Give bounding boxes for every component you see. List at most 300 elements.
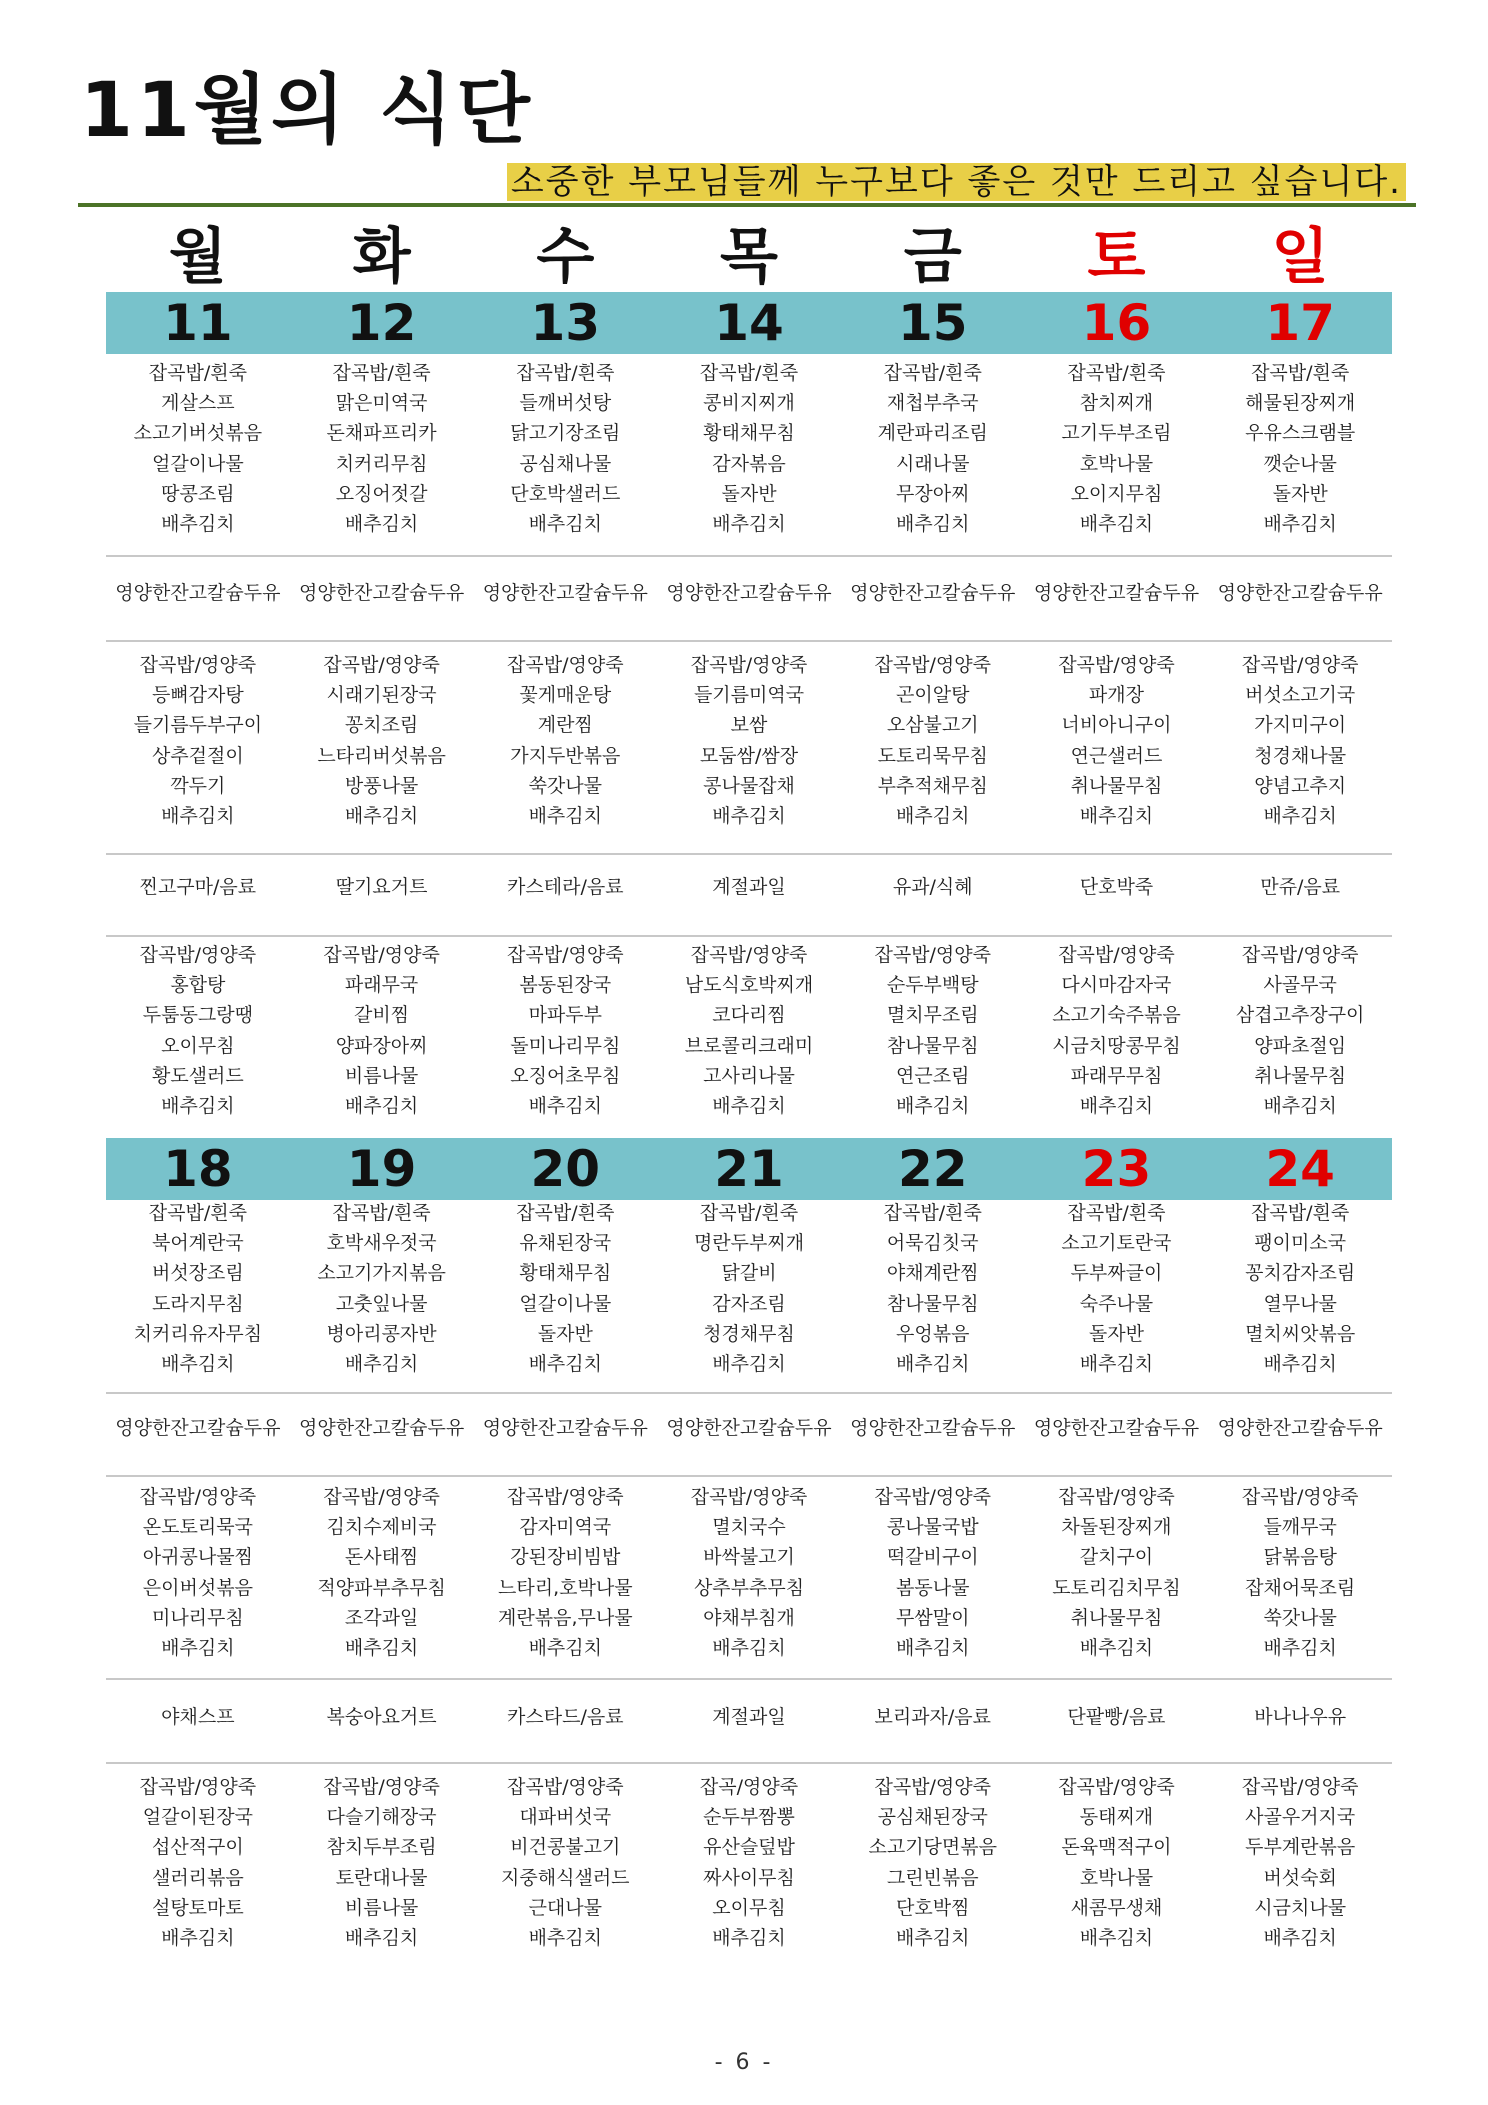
- menu-item: 잡곡밥/흰죽: [1251, 362, 1350, 384]
- week2-dinner-day-21: [657, 1772, 841, 1953]
- menu-item: 돌자반: [721, 482, 777, 505]
- menu-item: 얼갈이나물: [519, 1292, 612, 1315]
- menu-item: 계란파리조림: [877, 422, 988, 445]
- menu-item: 배추김치: [1263, 1926, 1337, 1949]
- menu-item: 두부계란볶음: [1245, 1836, 1356, 1859]
- menu-item: 땅콩조림: [161, 482, 235, 505]
- menu-item: 보쌈: [730, 714, 768, 737]
- menu-item: 쑥갓나물: [528, 774, 602, 797]
- menu-item: 잡곡밥/영양죽: [690, 1486, 808, 1508]
- menu-item: 배추김치: [161, 1636, 235, 1659]
- week2-breakfast-day-20: [473, 1198, 657, 1379]
- menu-item: 해물된장찌개: [1245, 392, 1356, 415]
- snack-item: 영양한잔고칼슘두유: [115, 1417, 281, 1439]
- menu-item: 두툼동그랑땡: [142, 1004, 253, 1027]
- menu-item: 연근샐러드: [1070, 744, 1163, 767]
- date-cell: 16: [1081, 294, 1152, 352]
- menu-item: 참나물무침: [886, 1292, 979, 1315]
- date-cell: 11: [163, 294, 233, 352]
- menu-item: 멸치국수: [712, 1516, 786, 1539]
- menu-item: 다슬기해장국: [326, 1806, 437, 1829]
- menu-item: 유산슬덮밥: [703, 1836, 795, 1859]
- menu-item: 배추김치: [712, 1636, 786, 1659]
- week1-breakfast-day-11: [106, 358, 290, 539]
- menu-item: 샐러리볶음: [151, 1866, 244, 1889]
- date-cell: 23: [1081, 1140, 1152, 1198]
- snack-item: 계절과일: [712, 1706, 786, 1728]
- menu-item: 잡곡밥/영양죽: [139, 1776, 257, 1798]
- week1-lunch-day-11: [106, 650, 290, 831]
- menu-item: 참치두부조림: [326, 1836, 437, 1859]
- menu-item: 닭볶음탕: [1263, 1546, 1337, 1569]
- title-underline: [78, 203, 1416, 207]
- menu-item: 두부짜글이: [1070, 1262, 1163, 1285]
- menu-item: 근대나물: [528, 1896, 602, 1919]
- menu-item: 배추김치: [528, 1094, 602, 1117]
- week2-breakfast-day-22: [841, 1198, 1025, 1379]
- menu-item: 닭고기장조림: [510, 422, 621, 445]
- menu-item: 배추김치: [896, 1636, 970, 1659]
- snack-item: 카스테라/음료: [507, 876, 624, 898]
- menu-item: 소고기숙주볶음: [1052, 1004, 1181, 1027]
- menu-item: 콩나물국밥: [886, 1516, 979, 1539]
- menu-item: 잡곡밥/영양죽: [1241, 654, 1359, 676]
- week1-breakfast-day-12: [290, 358, 474, 539]
- menu-item: 잡곡밥/영양죽: [874, 1776, 991, 1798]
- menu-item: 공심채나물: [519, 452, 612, 475]
- snack-item: 영양한잔고칼슘두유: [1033, 1417, 1200, 1439]
- menu-item: 사골우거지국: [1245, 1806, 1356, 1829]
- menu-item: 감자조림: [712, 1292, 786, 1315]
- menu-item: 파개장: [1088, 684, 1144, 707]
- menu-item: 버섯장조림: [151, 1262, 244, 1285]
- menu-item: 돌자반: [1088, 1322, 1144, 1345]
- menu-item: 조각과일: [344, 1606, 419, 1629]
- menu-item: 잡곡밥/영양죽: [874, 654, 991, 676]
- snack-item: 영양한잔고칼슘두유: [1217, 1417, 1383, 1439]
- menu-item: 잡곡밥/영양죽: [1241, 1486, 1359, 1508]
- menu-item: 호박새우젓국: [326, 1232, 437, 1255]
- menu-item: 치커리무침: [335, 452, 428, 475]
- menu-item: 잡곡밥/영양죽: [1058, 944, 1175, 966]
- snack-item: 단호박죽: [1079, 876, 1154, 898]
- menu-item: 대파버섯국: [519, 1806, 612, 1829]
- menu-item: 잡곡밥/영양죽: [507, 1486, 624, 1508]
- week1-dinner-day-17: [1208, 940, 1392, 1121]
- menu-item: 배추김치: [896, 512, 970, 535]
- menu-item: 참치찌개: [1079, 392, 1154, 415]
- snack-item: 찐고구마/음료: [139, 876, 257, 898]
- menu-item: 잡곡밥/흰죽: [148, 362, 247, 384]
- day-sat: 토: [1087, 222, 1146, 292]
- snack-item: 보리과자/음료: [874, 1706, 991, 1728]
- menu-item: 오이무침: [161, 1034, 235, 1057]
- menu-item: 꽁치조림: [344, 714, 419, 737]
- date-cell: 22: [897, 1140, 968, 1198]
- menu-item: 계란볶음,무나물: [498, 1606, 633, 1629]
- menu-item: 돌자반: [537, 1322, 593, 1345]
- menu-item: 시금치나물: [1254, 1896, 1347, 1919]
- menu-item: 삼겹고추장구이: [1235, 1004, 1365, 1027]
- menu-item: 토란대나물: [335, 1866, 428, 1889]
- menu-item: 미나리무침: [151, 1606, 244, 1629]
- date-cell: 19: [346, 1140, 417, 1198]
- week1-lunch-day-17: [1208, 650, 1392, 831]
- snack-item: 영양한잔고칼슘두유: [666, 1417, 832, 1439]
- menu-item: 호박나물: [1079, 452, 1154, 475]
- menu-item: 콩나물잡채: [703, 774, 795, 797]
- menu-item: 소고기버섯볶음: [133, 422, 263, 445]
- menu-item: 배추김치: [1263, 1094, 1337, 1117]
- week1-divider-1: [106, 555, 1392, 557]
- menu-item: 취나물무침: [1070, 1606, 1163, 1629]
- menu-item: 무장아찌: [896, 482, 970, 505]
- menu-item: 남도식호박찌개: [684, 974, 814, 997]
- menu-item: 잡곡/영양죽: [699, 1776, 799, 1798]
- menu-item: 재첩부추국: [886, 392, 979, 415]
- week1-lunch-day-15: [841, 650, 1025, 831]
- menu-item: 양파초절임: [1254, 1034, 1347, 1057]
- menu-item: 게살스프: [161, 392, 235, 415]
- week2-breakfast-day-23: [1025, 1198, 1209, 1379]
- snack-item: 영양한잔고칼슘두유: [482, 1417, 648, 1439]
- menu-item: 도토리묵무침: [877, 744, 988, 767]
- menu-item: 청경채나물: [1254, 744, 1347, 767]
- day-fri: 금: [903, 222, 962, 292]
- menu-item: 잡곡밥/흰죽: [883, 1202, 982, 1224]
- snack-item: 딸기요거트: [335, 876, 428, 898]
- menu-item: 배추김치: [528, 1636, 602, 1659]
- menu-item: 청경채무침: [703, 1322, 795, 1345]
- snack-item: 영양한잔고칼슘두유: [482, 582, 648, 604]
- menu-item: 콩비지찌개: [703, 392, 795, 415]
- menu-item: 고춧잎나물: [335, 1292, 428, 1315]
- menu-item: 우유스크램블: [1245, 422, 1356, 445]
- menu-item: 잡채어묵조림: [1245, 1576, 1356, 1599]
- menu-item: 잡곡밥/영양죽: [1058, 654, 1175, 676]
- menu-item: 감자미역국: [519, 1516, 612, 1539]
- week1-breakfast-day-14: [657, 358, 841, 539]
- week1-dinner-row: [106, 940, 1392, 1121]
- week1-divider-4: [106, 935, 1392, 937]
- menu-item: 잡곡밥/흰죽: [699, 362, 799, 384]
- menu-item: 배추김치: [344, 512, 419, 535]
- menu-item: 오삼불고기: [886, 714, 979, 737]
- menu-item: 배추김치: [896, 804, 970, 827]
- menu-item: 참나물무침: [886, 1034, 979, 1057]
- menu-item: 단호박찜: [896, 1896, 970, 1919]
- week1-breakfast-day-16: [1025, 358, 1209, 539]
- week2-dinner-day-18: [106, 1772, 290, 1953]
- menu-item: 브로콜리크래미: [684, 1034, 814, 1057]
- menu-item: 병아리콩자반: [326, 1322, 437, 1345]
- menu-item: 잡곡밥/흰죽: [1067, 362, 1166, 384]
- menu-item: 배추김치: [712, 1094, 786, 1117]
- menu-item: 양념고추지: [1254, 774, 1347, 797]
- week1-breakfast-row: [106, 358, 1392, 539]
- date-cell: 21: [714, 1140, 784, 1198]
- menu-item: 잡곡밥/영양죽: [323, 1486, 440, 1508]
- week2-lunch-day-24: [1208, 1482, 1392, 1663]
- menu-item: 계란찜: [537, 714, 593, 737]
- subtitle-banner: [507, 163, 1406, 201]
- snack-item: 영양한잔고칼슘두유: [298, 1417, 465, 1439]
- menu-item: 비름나물: [344, 1064, 419, 1087]
- menu-item: 공심채된장국: [877, 1806, 988, 1829]
- snack-item: 영양한잔고칼슘두유: [1217, 582, 1383, 604]
- week2-dinner-day-23: [1025, 1772, 1209, 1953]
- menu-item: 잡곡밥/흰죽: [148, 1202, 247, 1224]
- menu-item: 우엉볶음: [896, 1322, 970, 1345]
- menu-item: 상추부추무침: [693, 1576, 805, 1599]
- menu-item: 잡곡밥/영양죽: [507, 654, 624, 676]
- menu-item: 어묵김칫국: [886, 1232, 979, 1255]
- snack-item: 영양한잔고칼슘두유: [850, 582, 1016, 604]
- menu-item: 배추김치: [161, 804, 235, 827]
- menu-item: 잡곡밥/흰죽: [699, 1202, 799, 1224]
- week1-dinner-day-15: [841, 940, 1025, 1121]
- menu-item: 느타리버섯볶음: [317, 744, 446, 767]
- menu-item: 들깨무국: [1263, 1516, 1337, 1539]
- menu-item: 멸치무조림: [886, 1004, 979, 1027]
- menu-item: 홍합탕: [170, 974, 226, 997]
- menu-item: 오이지무침: [1070, 482, 1163, 505]
- week2-breakfast-row: [106, 1198, 1392, 1379]
- menu-item: 바싹불고기: [703, 1546, 795, 1569]
- menu-item: 곤이알탕: [896, 684, 970, 707]
- menu-item: 비건콩불고기: [510, 1836, 621, 1859]
- menu-item: 배추김치: [896, 1926, 970, 1949]
- menu-item: 들기름미역국: [693, 684, 805, 707]
- menu-item: 멸치씨앗볶음: [1245, 1322, 1356, 1345]
- menu-item: 배추김치: [344, 804, 419, 827]
- page-number: - 6 -: [714, 2050, 774, 2075]
- menu-item: 잡곡밥/영양죽: [1058, 1486, 1175, 1508]
- week1-dinner-day-11: [106, 940, 290, 1121]
- week2-lunch-row: [106, 1482, 1392, 1663]
- menu-item: 배추김치: [1079, 1926, 1154, 1949]
- menu-item: 배추김치: [528, 1926, 602, 1949]
- menu-item: 등뼈감자탕: [151, 684, 244, 707]
- menu-item: 돌미나리무침: [510, 1034, 621, 1057]
- week1-dinner-day-14: [657, 940, 841, 1121]
- menu-item: 고사리나물: [703, 1064, 795, 1087]
- menu-item: 황도샐러드: [151, 1064, 244, 1087]
- menu-item: 소고기토란국: [1061, 1232, 1172, 1255]
- menu-item: 배추김치: [161, 1926, 235, 1949]
- menu-item: 양파장아찌: [335, 1034, 428, 1057]
- menu-item: 배추김치: [161, 512, 235, 535]
- menu-item: 배추김치: [712, 1352, 786, 1375]
- menu-item: 적양파부추무침: [317, 1576, 446, 1599]
- menu-item: 오징어초무침: [510, 1064, 621, 1087]
- menu-item: 버섯소고기국: [1245, 684, 1356, 707]
- menu-item: 부추적채무침: [877, 774, 988, 797]
- menu-item: 잡곡밥/흰죽: [516, 362, 615, 384]
- week2-date-bar: [106, 1138, 1392, 1200]
- week1-lunch-day-12: [290, 650, 474, 831]
- menu-item: 야채계란찜: [886, 1262, 979, 1285]
- menu-item: 다시마감자국: [1061, 974, 1172, 997]
- menu-item: 잡곡밥/영양죽: [507, 1776, 624, 1798]
- menu-item: 맑은미역국: [335, 392, 428, 415]
- menu-item: 잡곡밥/흰죽: [1251, 1202, 1350, 1224]
- snack-item: 바나나우유: [1254, 1706, 1347, 1728]
- day-tue: 화: [352, 222, 411, 292]
- menu-item: 깍두기: [170, 774, 226, 797]
- menu-item: 잡곡밥/흰죽: [332, 1202, 431, 1224]
- week2-lunch-day-19: [290, 1482, 474, 1663]
- menu-item: 들깨버섯탕: [519, 392, 612, 415]
- menu-item: 잡곡밥/영양죽: [139, 1486, 257, 1508]
- menu-item: 사골무국: [1263, 974, 1337, 997]
- menu-item: 잡곡밥/영양죽: [139, 654, 257, 676]
- menu-item: 비름나물: [344, 1896, 419, 1919]
- menu-item: 시래기된장국: [326, 684, 437, 707]
- day-thu: 목: [720, 222, 778, 292]
- menu-item: 잡곡밥/영양죽: [690, 654, 808, 676]
- menu-item: 취나물무침: [1254, 1064, 1347, 1087]
- menu-item: 순두부백탕: [886, 974, 979, 997]
- snack-item: 영양한잔고칼슘두유: [850, 1417, 1016, 1439]
- week2-divider-2: [106, 1475, 1392, 1477]
- snack-item: 계절과일: [712, 876, 786, 898]
- week2-divider-1: [106, 1392, 1392, 1394]
- week2-breakfast-day-21: [657, 1198, 841, 1379]
- menu-item: 잡곡밥/영양죽: [874, 1486, 991, 1508]
- menu-item: 배추김치: [712, 512, 786, 535]
- date-cell: 20: [530, 1140, 601, 1198]
- snack-item: 복숭아요거트: [326, 1706, 437, 1728]
- menu-item: 치커리유자무침: [133, 1322, 263, 1345]
- menu-item: 설탕토마토: [151, 1896, 244, 1919]
- snack-item: 야채스프: [161, 1706, 235, 1728]
- menu-item: 도토리김치무침: [1052, 1576, 1181, 1599]
- menu-item: 순두부짬뽕: [703, 1806, 795, 1829]
- week1-dinner-day-12: [290, 940, 474, 1121]
- menu-item: 봄동된장국: [519, 974, 612, 997]
- menu-item: 팽이미소국: [1254, 1232, 1347, 1255]
- menu-item: 그린빈볶음: [886, 1866, 979, 1889]
- menu-item: 꽁치감자조림: [1245, 1262, 1356, 1285]
- menu-item: 가지미구이: [1254, 714, 1347, 737]
- menu-item: 깻순나물: [1263, 452, 1337, 475]
- menu-item: 배추김치: [1079, 512, 1154, 535]
- menu-item: 유채된장국: [519, 1232, 612, 1255]
- menu-item: 배추김치: [1263, 1636, 1337, 1659]
- menu-item: 강된장비빔밥: [510, 1546, 621, 1569]
- date-cell: 24: [1265, 1140, 1335, 1198]
- snack-item: 영양한잔고칼슘두유: [666, 582, 832, 604]
- menu-item: 도라지무침: [151, 1292, 244, 1315]
- week2-breakfast-day-18: [106, 1198, 290, 1379]
- menu-item: 짜사이무침: [703, 1866, 795, 1889]
- date-cell: 13: [530, 294, 601, 352]
- menu-item: 배추김치: [1079, 1352, 1154, 1375]
- menu-item: 잡곡밥/영양죽: [1058, 1776, 1175, 1798]
- menu-item: 배추김치: [161, 1094, 235, 1117]
- week1-divider-3: [106, 853, 1392, 855]
- menu-item: 배추김치: [528, 1352, 602, 1375]
- menu-item: 단호박샐러드: [510, 482, 621, 505]
- menu-item: 은이버섯볶음: [142, 1576, 253, 1599]
- menu-item: 잡곡밥/영양죽: [507, 944, 624, 966]
- menu-item: 배추김치: [1263, 1352, 1337, 1375]
- week1-breakfast-day-13: [473, 358, 657, 539]
- menu-item: 배추김치: [712, 1926, 786, 1949]
- menu-item: 아귀콩나물찜: [142, 1546, 253, 1569]
- menu-item: 야채부침개: [703, 1606, 795, 1629]
- menu-item: 배추김치: [1079, 1094, 1154, 1117]
- week1-breakfast-day-15: [841, 358, 1025, 539]
- menu-item: 갈비찜: [354, 1004, 410, 1027]
- menu-item: 고기두부조림: [1061, 422, 1172, 445]
- menu-item: 차돌된장찌개: [1061, 1516, 1172, 1539]
- week1-divider-2: [106, 640, 1392, 642]
- week1-dinner-day-13: [473, 940, 657, 1121]
- day-mon: 월: [168, 222, 227, 292]
- week1-lunch-row: [106, 650, 1392, 831]
- week1-snack2-row: [106, 872, 1392, 902]
- menu-item: 모둠쌈/쌈장: [699, 744, 799, 767]
- menu-item: 시금치땅콩무침: [1052, 1034, 1181, 1057]
- menu-item: 상추겉절이: [151, 744, 244, 767]
- menu-item: 북어계란국: [151, 1232, 244, 1255]
- menu-item: 마파두부: [528, 1004, 602, 1027]
- date-cell: 18: [163, 1140, 233, 1198]
- week2-dinner-day-20: [473, 1772, 657, 1953]
- menu-item: 배추김치: [712, 804, 786, 827]
- week2-breakfast-day-19: [290, 1198, 474, 1379]
- date-cell: 12: [346, 294, 417, 352]
- menu-item: 배추김치: [896, 1094, 970, 1117]
- menu-item: 황태채무침: [703, 422, 795, 445]
- menu-item: 쑥갓나물: [1263, 1606, 1337, 1629]
- menu-item: 잡곡밥/흰죽: [516, 1202, 615, 1224]
- week1-breakfast-day-17: [1208, 358, 1392, 539]
- menu-item: 배추김치: [1263, 804, 1337, 827]
- menu-item: 감자볶음: [712, 452, 786, 475]
- menu-item: 시래나물: [896, 452, 970, 475]
- date-cell: 17: [1265, 294, 1335, 352]
- menu-item: 너비아니구이: [1061, 714, 1172, 737]
- menu-item: 소고기가지볶음: [317, 1262, 446, 1285]
- menu-item: 온도토리묵국: [142, 1516, 253, 1539]
- snack-item: 영양한잔고칼슘두유: [115, 582, 281, 604]
- page-title: 11월의 식단: [80, 65, 534, 154]
- week2-divider-4: [106, 1762, 1392, 1764]
- menu-item: 잡곡밥/흰죽: [332, 362, 431, 384]
- menu-item: 배추김치: [344, 1094, 419, 1117]
- snack-item: 영양한잔고칼슘두유: [1033, 582, 1200, 604]
- week2-divider-3: [106, 1678, 1392, 1680]
- menu-item: 오이무침: [712, 1896, 786, 1919]
- week2-dinner-day-24: [1208, 1772, 1392, 1953]
- week1-lunch-day-14: [657, 650, 841, 831]
- menu-item: 잡곡밥/영양죽: [874, 944, 991, 966]
- menu-item: 돈채파프리카: [326, 422, 437, 445]
- menu-item: 느타리,호박나물: [498, 1576, 633, 1599]
- menu-item: 배추김치: [528, 804, 602, 827]
- date-cell: 14: [714, 294, 784, 352]
- menu-item: 잡곡밥/영양죽: [139, 944, 257, 966]
- menu-item: 얼갈이나물: [151, 452, 244, 475]
- menu-item: 배추김치: [896, 1352, 970, 1375]
- snack-item: 영양한잔고칼슘두유: [298, 582, 465, 604]
- menu-item: 돈사태찜: [344, 1546, 419, 1569]
- menu-item: 잡곡밥/영양죽: [323, 1776, 440, 1798]
- menu-item: 호박나물: [1079, 1866, 1154, 1889]
